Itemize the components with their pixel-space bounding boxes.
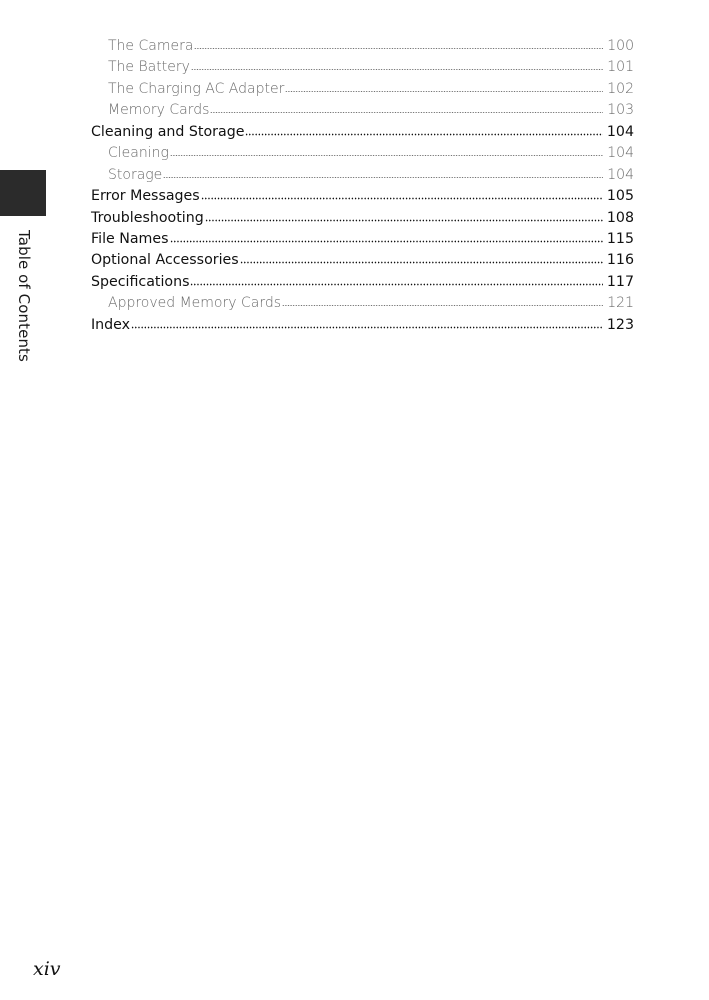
toc-entry-page: 108 [606,209,634,226]
dot-leader [194,46,603,50]
dot-leader [282,303,603,307]
toc-entry-title: The Charging AC Adapter [108,80,285,97]
dot-leader [170,153,603,157]
table-of-contents [91,36,634,336]
toc-entry-title: Cleaning and Storage [91,123,245,140]
dot-leader [210,110,603,114]
toc-entry-title: Specifications [91,273,190,290]
toc-entry-title: Optional Accessories [91,252,239,269]
toc-entry-page: 105 [606,188,634,205]
dot-leader [131,325,603,329]
page-number: xiv [33,958,61,980]
toc-entry[interactable] [91,165,634,186]
toc-entry[interactable] [91,36,634,57]
toc-entry-title: The Camera [108,38,194,54]
toc-entry[interactable] [91,315,634,336]
toc-entry[interactable] [91,57,634,78]
toc-entry-page: 104 [607,166,634,183]
toc-entry-page: 116 [606,252,634,269]
dot-leader [240,260,603,264]
dot-leader [170,239,603,243]
toc-entry[interactable] [91,186,634,207]
toc-entry[interactable] [91,293,634,314]
dot-leader [190,282,602,286]
dot-leader [245,132,602,136]
toc-entry[interactable] [91,100,634,121]
toc-entry-page: 101 [607,59,634,76]
toc-entry-title: File Names [91,230,169,247]
toc-entry-title: Cleaning [108,145,169,162]
toc-entry-page: 103 [607,102,634,119]
toc-entry[interactable] [91,250,634,271]
toc-entry-title: Approved Memory Cards [108,295,282,312]
dot-leader [201,196,603,200]
toc-entry-page: 117 [606,273,634,290]
dot-leader [191,67,603,71]
dot-leader [205,218,603,222]
dot-leader [285,89,603,93]
section-tab-marker [0,170,46,216]
toc-entry-title: Error Messages [91,188,200,205]
dot-leader [163,175,603,179]
side-section-label: Table of Contents [15,230,33,362]
toc-entry[interactable] [91,272,634,293]
toc-entry-page: 104 [606,123,634,140]
toc-entry-title: Storage [108,166,163,183]
toc-entry[interactable] [91,208,634,229]
toc-entry-page: 102 [607,80,634,97]
toc-entry-title: Index [91,316,131,333]
toc-entry-title: Memory Cards [108,102,210,119]
toc-entry[interactable] [91,143,634,164]
toc-entry-title: The Battery [108,59,190,76]
toc-entry-page: 100 [607,38,634,54]
toc-entry[interactable] [91,122,634,143]
toc-entry-page: 115 [606,230,634,247]
toc-entry-title: Troubleshooting [91,209,204,226]
toc-entry-page: 104 [607,145,634,162]
toc-entry[interactable] [91,79,634,100]
toc-entry[interactable] [91,229,634,250]
toc-entry-page: 121 [607,295,634,312]
toc-entry-page: 123 [606,316,634,333]
